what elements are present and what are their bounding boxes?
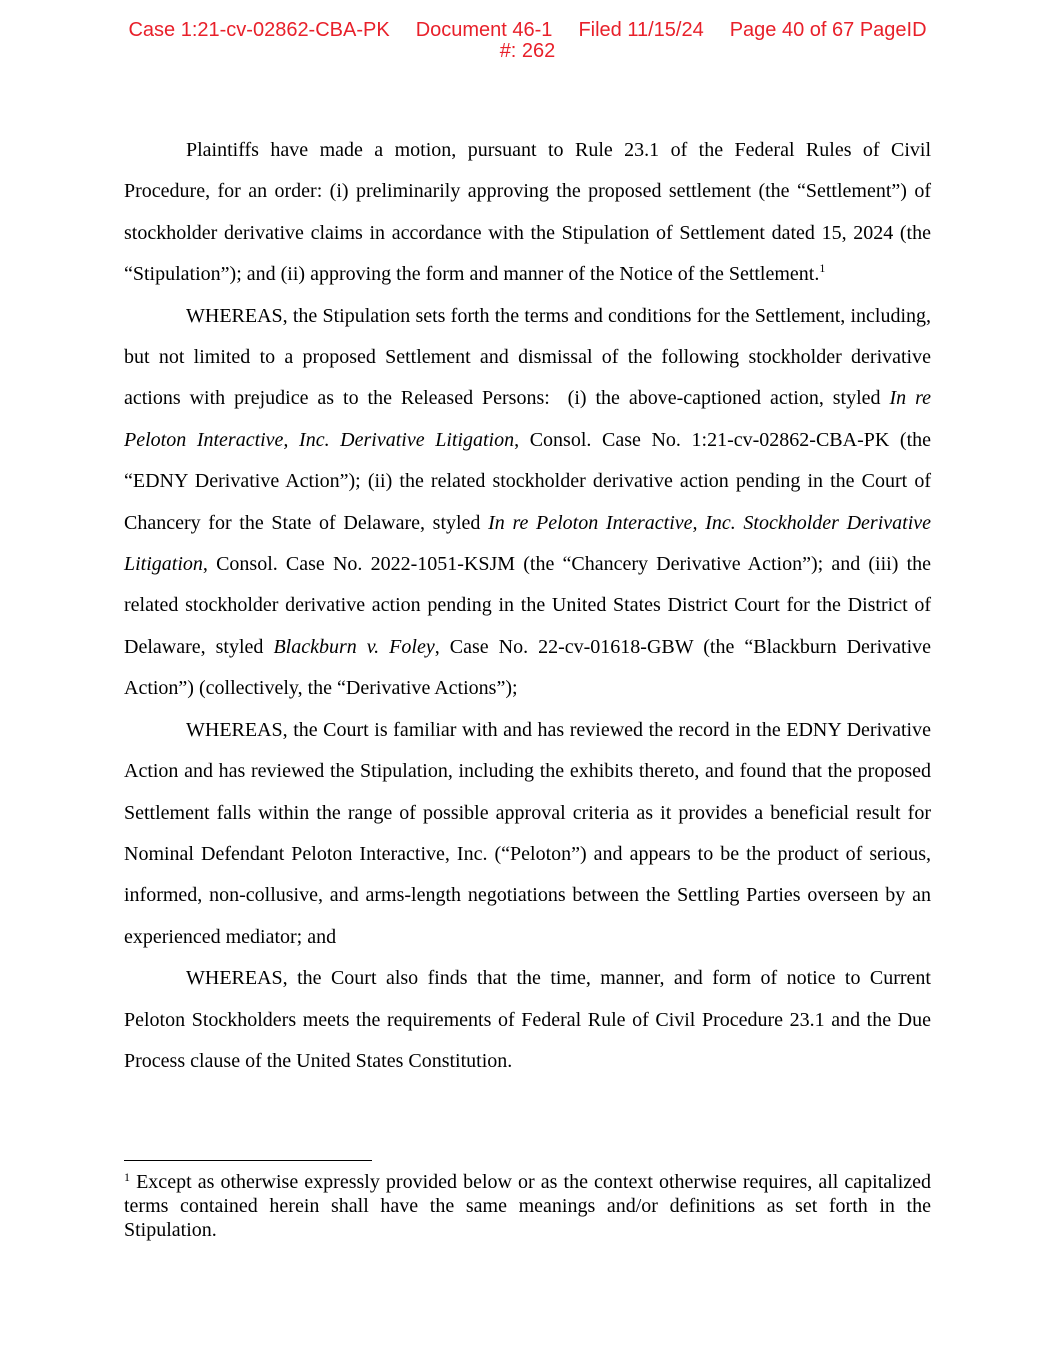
paragraph-motion	[124, 130, 931, 296]
paragraph-whereas-notice: WHEREAS, the Court also finds that the time, manner, and form of notice to Current Peloton Stockholders meets the requirements of Federal Rule of Civil Procedure 23.1 and the Due Process clause of the United States Constitution.	[124, 967, 931, 1072]
paragraph-text: , Consol. Case No. 1:21-cv-02862-CBA-PK (the “EDNY Derivative Action”); (ii) the related stockholder derivative action pending in the Court of Chancery for the State of Delaware, styled	[124, 428, 931, 534]
paragraph-text: , Consol. Case No. 2022-1051-KSJM (the “Chancery Derivative Action”); and (iii) the related stockholder derivative action pending in the United States District Court for the District of Delaware, styled	[124, 553, 931, 658]
footnote-marker: 1	[124, 1170, 130, 1184]
paragraph-whereas-stipulation	[124, 296, 931, 710]
case-name-edny: In re Peloton Interactive, Inc. Derivative Litigation	[124, 387, 932, 451]
footnote	[124, 1170, 931, 1242]
case-name-chancery: In re Peloton Interactive, Inc. Stockholder Derivative Litigation	[124, 511, 932, 576]
document-body	[124, 130, 931, 1082]
paragraph-text: WHEREAS, the Stipulation sets forth the terms and conditions for the Settlement, including, but not limited to a proposed Settlement and dismissal of the following stockholder derivative actions with prejudice as to the Released Persons: (i) the above-captioned action, styled	[124, 304, 931, 410]
page-indicator: Page 40 of 67 PageID	[729, 19, 927, 41]
page-id: #: 262	[499, 40, 556, 62]
case-number: Case 1:21-cv-02862-CBA-PK	[128, 19, 390, 41]
paragraph-whereas-court-review: WHEREAS, the Court is familiar with and has reviewed the record in the EDNY Derivative Action and has reviewed the Stipulation, including the exhibits thereto, and found that the proposed Settlement falls within the range of possible approval criteria as it provides a beneficial result for Nominal Defendant Peloton Interactive, Inc. (“Peloton”) and appears to be the product of serious, informed, non-collusive, and arms-length negotiations between the Settling Parties overseen by an experienced mediator; and	[124, 718, 931, 948]
filing-header	[0, 20, 1055, 62]
document-number: Document 46-1	[415, 19, 553, 41]
paragraph-motion-text: Plaintiffs have made a motion, pursuant to Rule 23.1 of the Federal Rules of Civil Procedure, for an order: (i) preliminarily approving the proposed settlement (the “Settlement”) of stockholder derivative claims in accordance with the Stipulation of Settlement dated 15, 2024 (the “Stipulation”); and (ii) approving the form and manner of the Notice of the Settlement.	[124, 139, 931, 286]
footnote-reference: 1	[819, 261, 826, 276]
footnote-text: Except as otherwise expressly provided below or as the context otherwise requires, all capitalized terms contained herein shall have the same meanings and/or definitions as set forth in the Stipulation.	[124, 1171, 932, 1241]
footnote-divider	[124, 1160, 372, 1161]
case-name-blackburn: Blackburn v. Foley	[273, 635, 435, 658]
paragraph-text: , Case No. 22-cv-01618-GBW (the “Blackburn Derivative Action”) (collectively, the “Derivative Actions”);	[124, 635, 932, 700]
filed-date: Filed 11/15/24	[578, 19, 704, 41]
filing-header-line-1	[0, 20, 1055, 41]
